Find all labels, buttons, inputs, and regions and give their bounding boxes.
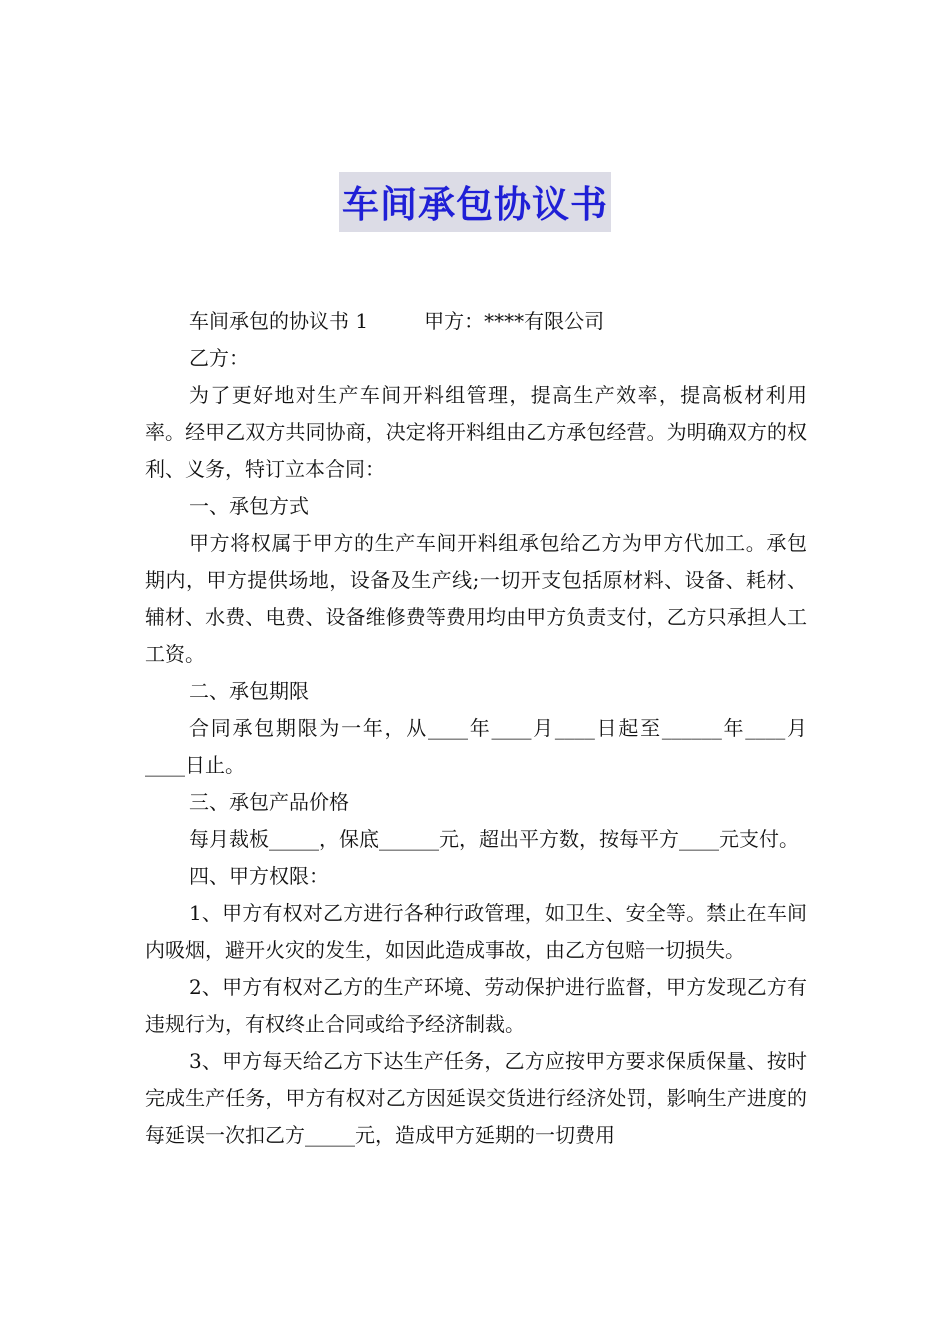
document-title: 车间承包协议书 [339, 172, 611, 232]
party-a-right-3: 3、甲方每天给乙方下达生产任务，乙方应按甲方要求保质保量、按时完成生产任务，甲方有权对乙方因延误交货进行经济处罚，影响生产进度的每延误一次扣乙方_____元，造成甲方延期的一切费用 [145, 1049, 807, 1147]
intro-line-left: 车间承包的协议书 1 [189, 309, 369, 333]
section-heading-party-a-rights: 四、甲方权限： [189, 864, 329, 888]
contract-method-paragraph: 甲方将权属于甲方的生产车间开料组承包给乙方为甲方代加工。承包期内，甲方提供场地，设备及生产线;一切开支包括原材料、设备、耗材、辅材、水费、电费、设备维修费等费用均由甲方负责支付，乙方只承担人工工资。 [145, 531, 807, 666]
preamble-paragraph: 为了更好地对生产车间开料组管理，提高生产效率，提高板材利用率。经甲乙双方共同协商，决定将开料组由乙方承包经营。为明确双方的权利、义务，特订立本合同： [145, 383, 807, 481]
section-heading-contract-method: 一、承包方式 [189, 494, 309, 518]
party-a-right-1: 1、甲方有权对乙方进行各种行政管理，如卫生、安全等。禁止在车间内吸烟，避开火灾的发生，如因此造成事故，由乙方包赔一切损失。 [145, 901, 807, 962]
product-price-paragraph: 每月裁板_____，保底______元，超出平方数，按每平方____元支付。 [189, 827, 799, 851]
intro-line-right: 甲方：****有限公司 [424, 309, 605, 333]
party-b-line: 乙方： [189, 346, 249, 370]
document-body [145, 303, 807, 1154]
intro-line [145, 303, 807, 340]
section-heading-contract-term: 二、承包期限 [189, 679, 309, 703]
contract-term-paragraph: 合同承包期限为一年，从____年____月____日起至______年____月____日止。 [145, 716, 807, 777]
party-a-right-2: 2、甲方有权对乙方的生产环境、劳动保护进行监督，甲方发现乙方有违规行为，有权终止合同或给予经济制裁。 [145, 975, 807, 1036]
title-block [0, 172, 950, 232]
section-heading-product-price: 三、承包产品价格 [189, 790, 349, 814]
